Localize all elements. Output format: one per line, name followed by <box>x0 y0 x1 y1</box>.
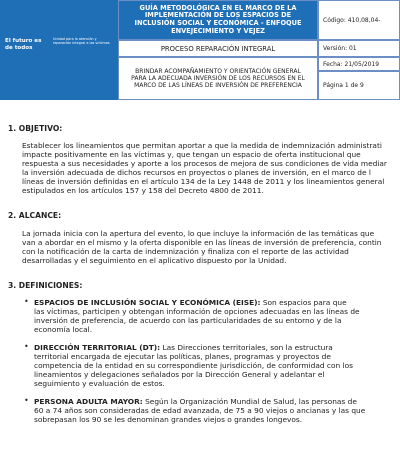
bullet-icon: • <box>24 297 29 306</box>
definition-line: inversión de preferencia, de acuerdo con las particularidades de su entorno y de la <box>34 316 342 325</box>
logo-main-text: El futuro es de todos <box>5 38 42 51</box>
definition-line: territorial encargada de ejecutar las políticas, planes, programas y proyectos de <box>34 352 331 361</box>
definition-term: ESPACIOS DE INCLUSIÓN SOCIAL Y ECONÓMICA (EISE): <box>34 298 261 307</box>
definition-line: competencia de la entidad en su correspondiente jurisdicción, de conformidad con los <box>34 361 353 370</box>
paragraph-line: van a abordar en el mismo y la oferta disponible en las líneas de inversión de preferencia, contin <box>22 238 382 247</box>
definition-term: DIRECCIÓN TERRITORIAL (DT): <box>34 343 161 352</box>
definition-line: sobrepasan los 90 se les denominan grandes viejos o grandes longevos. <box>34 415 303 424</box>
definition-line <box>34 343 398 352</box>
paragraph-line: estipulados en los artículos 157 y 158 del Decreto 4800 de 2011. <box>22 186 264 195</box>
paragraph-line: desarrolladas y el seguimiento en el aplicativo dispuesto por la Unidad. <box>22 256 287 265</box>
logo-sub-text: Unidad para la atención y reparación integral a las víctimas <box>53 37 110 46</box>
document-description: BRINDAR ACOMPAÑAMIENTO Y ORIENTACIÓN GENERAL PARA LA ADECUADA INVERSIÓN DE LOS RECURSOS EN EL MARCO DE LAS LÍNEAS DE INVERSIÓN DE PREFERENCIA <box>118 57 318 100</box>
section-heading-alcance: 2. ALCANCE: <box>8 211 62 220</box>
document-code: Código: 410,08,04- <box>318 0 400 40</box>
paragraph-line: líneas de inversión definidas en el artículo 134 de la Ley 1448 de 2011 y los lineamientos general <box>22 177 385 186</box>
document-title: GUÍA METODOLÓGICA EN EL MARCO DE LA IMPLEMENTACIÓN DE LOS ESPACIOS DE INCLUSIÓN SOCIAL Y ECONÓMICA - ENFOQUE ENVEJECIMIENTO Y VEJEZ <box>118 0 318 40</box>
institution-logo <box>0 0 118 100</box>
paragraph-line: Establecer los lineamientos que permitan aportar a que la medida de indemnización administrati <box>22 141 382 150</box>
paragraph-line: con la notificación de la carta de indemnización y finaliza con el reporte de las actividad <box>22 247 349 256</box>
definition-line: lineamientos y delegaciones señalados por la Dirección General y adelantar el <box>34 370 325 379</box>
definition-text: Según la Organización Mundial de Salud, las personas de <box>142 397 357 406</box>
definition-text: Son espacios para que <box>260 298 347 307</box>
definition-line: 60 a 74 años son consideradas de edad avanzada, de 75 a 90 viejos o ancianas y las que <box>34 406 366 415</box>
paragraph-line: La jornada inicia con la apertura del evento, lo que incluye la información de las temáticas que <box>22 229 375 238</box>
definition-line: las víctimas, participen y obtengan información de opciones adecuadas en las líneas de <box>34 307 360 316</box>
document-version: Versión: 01 <box>318 40 400 57</box>
paragraph-line: la inversión adecuada de dichos recursos en proyectos o planes de inversión, en el marco de l <box>22 168 371 177</box>
definition-line: economía local. <box>34 325 93 334</box>
section-heading-definiciones: 3. DEFINICIONES: <box>8 281 83 290</box>
document-date: Fecha: 21/05/2019 <box>318 57 400 71</box>
paragraph-line: impacte positivamente en las víctimas y, que tengan un espacio de oferta institucional que <box>22 150 361 159</box>
definition-term: PERSONA ADULTA MAYOR: <box>34 397 143 406</box>
document-header <box>0 0 400 100</box>
paragraph-line: respuesta a sus necesidades y aporte a los procesos de mejora de sus condiciones de vida mediar <box>22 159 387 168</box>
definition-text: Las Direcciones territoriales, son la estructura <box>160 343 333 352</box>
bullet-icon: • <box>24 396 29 405</box>
section-heading-objetivo: 1. OBJETIVO: <box>8 124 63 133</box>
page-number: Página 1 de 9 <box>318 71 400 100</box>
definition-line <box>34 298 398 307</box>
bullet-icon: • <box>24 342 29 351</box>
definition-line: seguimiento y evaluación de estos. <box>34 379 165 388</box>
definition-line <box>34 397 398 406</box>
process-name: PROCESO REPARACIÓN INTEGRAL <box>118 40 318 57</box>
